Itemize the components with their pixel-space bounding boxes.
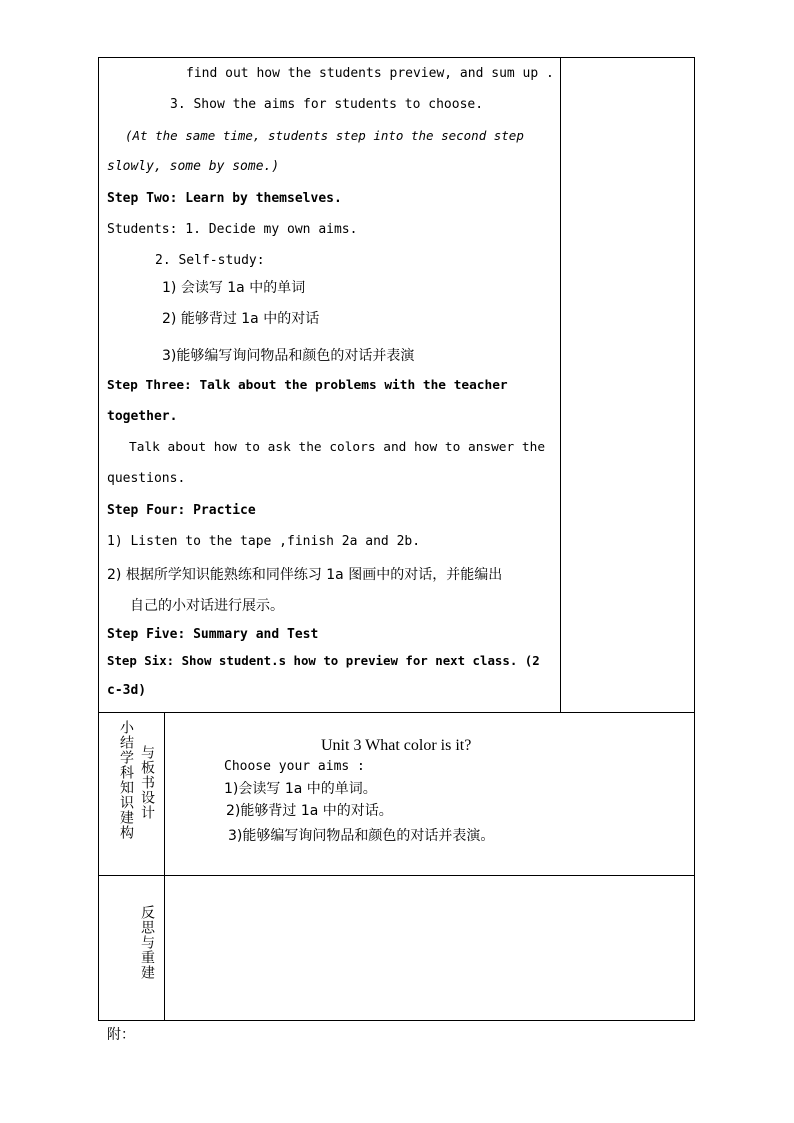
step-heading: c-3d) (107, 683, 147, 698)
list-item: 3)能够编写询问物品和颜色的对话并表演 (162, 348, 415, 364)
text-line: find out how the students preview, and sum up . (186, 66, 554, 81)
board-aim: 3)能够编写询问物品和颜色的对话并表演。 (228, 828, 495, 844)
board-aim: 2)能够背过 1a 中的对话。 (226, 803, 393, 819)
table-border-left (98, 57, 99, 1021)
table-border-bottom (98, 1020, 695, 1021)
table-row-divider-1 (98, 712, 695, 713)
step-heading: together. (107, 409, 178, 424)
list-item: 1) 会读写 1a 中的单词 (162, 280, 306, 296)
board-aim: 1)会读写 1a 中的单词。 (224, 781, 377, 797)
text-line: 2. Self-study: (155, 253, 265, 268)
table-divider-top-cell (560, 57, 561, 712)
table-label-divider (164, 712, 165, 1021)
text-line: questions. (107, 471, 186, 486)
step-heading: Step Five: Summary and Test (107, 627, 319, 642)
row-label-board-design: 与板书设计 (139, 745, 155, 820)
text-line: (At the same time, students step into the second step (125, 128, 524, 143)
text-line: slowly, some by some.) (107, 159, 280, 174)
list-item: 自己的小对话进行展示。 (130, 598, 284, 614)
board-title: Unit 3 What color is it? (321, 737, 472, 754)
table-row-divider-2 (98, 875, 695, 876)
step-heading: Step Six: Show student.s how to preview for next class. (2 (107, 653, 540, 668)
row-label-reflection: 反思与重建 (139, 905, 155, 980)
text-line: 3. Show the aims for students to choose. (170, 97, 484, 112)
table-border-right (694, 57, 695, 1021)
list-item: 2) 能够背过 1a 中的对话 (162, 311, 320, 327)
board-subtitle: Choose your aims : (224, 759, 365, 774)
appendix-label: 附： (107, 1027, 135, 1043)
step-heading: Step Four: Practice (107, 503, 256, 518)
list-item: 1) Listen to the tape ,finish 2a and 2b. (107, 534, 421, 549)
text-line: Students: 1. Decide my own aims. (107, 222, 358, 237)
step-heading: Step Two: Learn by themselves. (107, 191, 342, 206)
step-heading: Step Three: Talk about the problems with the teacher (107, 378, 508, 393)
list-item: 2) 根据所学知识能熟练和同伴练习 1a 图画中的对话，并能编出 (107, 567, 503, 583)
table-border-top (98, 57, 695, 58)
row-label-summary: 小结学科知识建构 (118, 720, 134, 840)
text-line: Talk about how to ask the colors and how to answer the (129, 440, 546, 455)
